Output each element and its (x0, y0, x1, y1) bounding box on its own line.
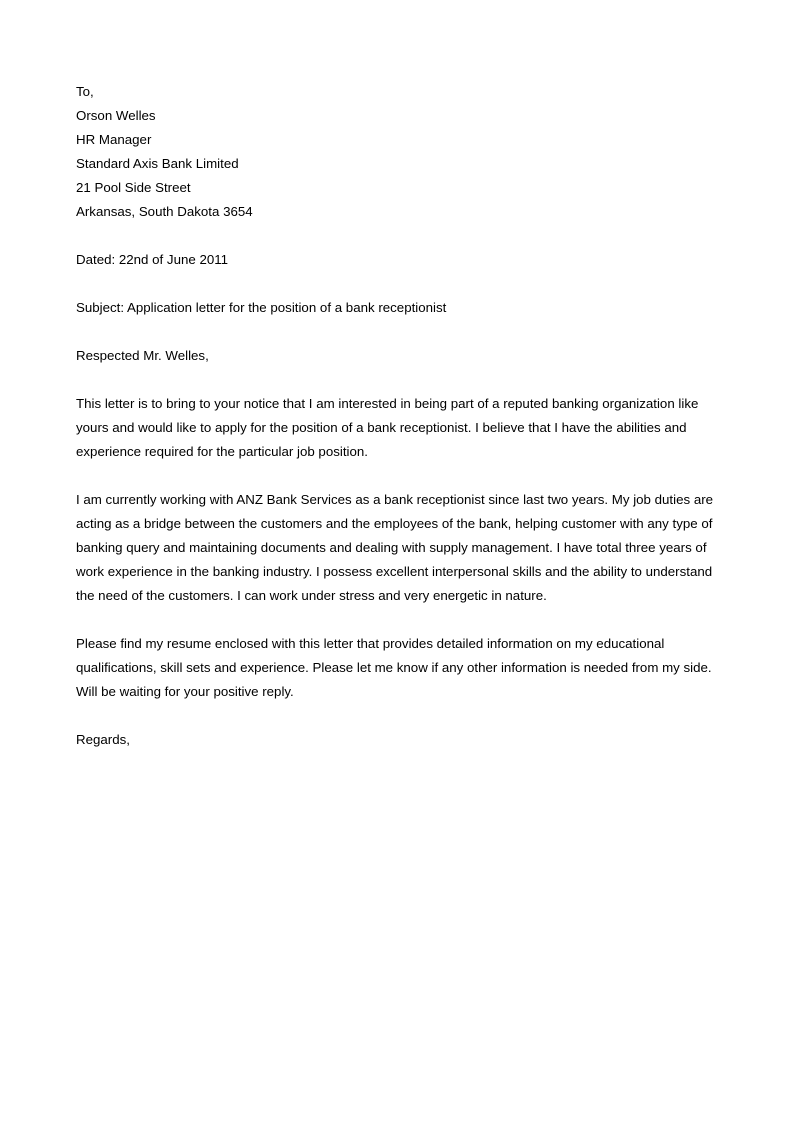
letter-subject: Subject: Application letter for the position of a bank receptionist (76, 300, 447, 315)
spacer (76, 464, 716, 488)
spacer (76, 272, 716, 296)
body-paragraph-1 (76, 392, 716, 464)
spacer (76, 368, 716, 392)
spacer (76, 224, 716, 248)
paragraph-line: the need of the customers. I can work under stress and very energetic in nature. (76, 588, 547, 603)
letter-greeting: Respected Mr. Welles, (76, 348, 209, 363)
paragraph-line: experience required for the particular job position. (76, 444, 368, 459)
paragraph-line: work experience in the banking industry. I possess excellent interpersonal skills and the ability to understand (76, 564, 713, 579)
paragraph-line: acting as a bridge between the customers and the employees of the bank, helping customer with any type of (76, 516, 713, 531)
paragraph-line: banking query and maintaining documents and dealing with supply management. I have total three years of (76, 540, 707, 555)
paragraph-line: Will be waiting for your positive reply. (76, 684, 294, 699)
spacer (76, 320, 716, 344)
paragraph-line: This letter is to bring to your notice that I am interested in being part of a reputed banking organization like (76, 396, 699, 411)
paragraph-line: yours and would like to apply for the position of a bank receptionist. I believe that I have the abilities and (76, 420, 687, 435)
letter-date: Dated: 22nd of June 2011 (76, 252, 229, 267)
letter-body (76, 80, 716, 752)
recipient-city: Arkansas, South Dakota 3654 (76, 204, 253, 219)
spacer (76, 608, 716, 632)
recipient-street: 21 Pool Side Street (76, 180, 191, 195)
paragraph-line: Please find my resume enclosed with this letter that provides detailed information on my educational (76, 636, 665, 651)
recipient-name: Orson Welles (76, 108, 156, 123)
recipient-company: Standard Axis Bank Limited (76, 156, 239, 171)
letter-closing: Regards, (76, 732, 130, 747)
paragraph-line: qualifications, skill sets and experience. Please let me know if any other information is needed from my side. (76, 660, 712, 675)
salutation-to: To, (76, 84, 94, 99)
body-paragraph-2 (76, 488, 716, 608)
spacer (76, 704, 716, 728)
recipient-address-block (76, 80, 716, 224)
paragraph-line: I am currently working with ANZ Bank Services as a bank receptionist since last two years. My job duties are (76, 492, 714, 507)
recipient-title: HR Manager (76, 132, 152, 147)
body-paragraph-3 (76, 632, 716, 704)
